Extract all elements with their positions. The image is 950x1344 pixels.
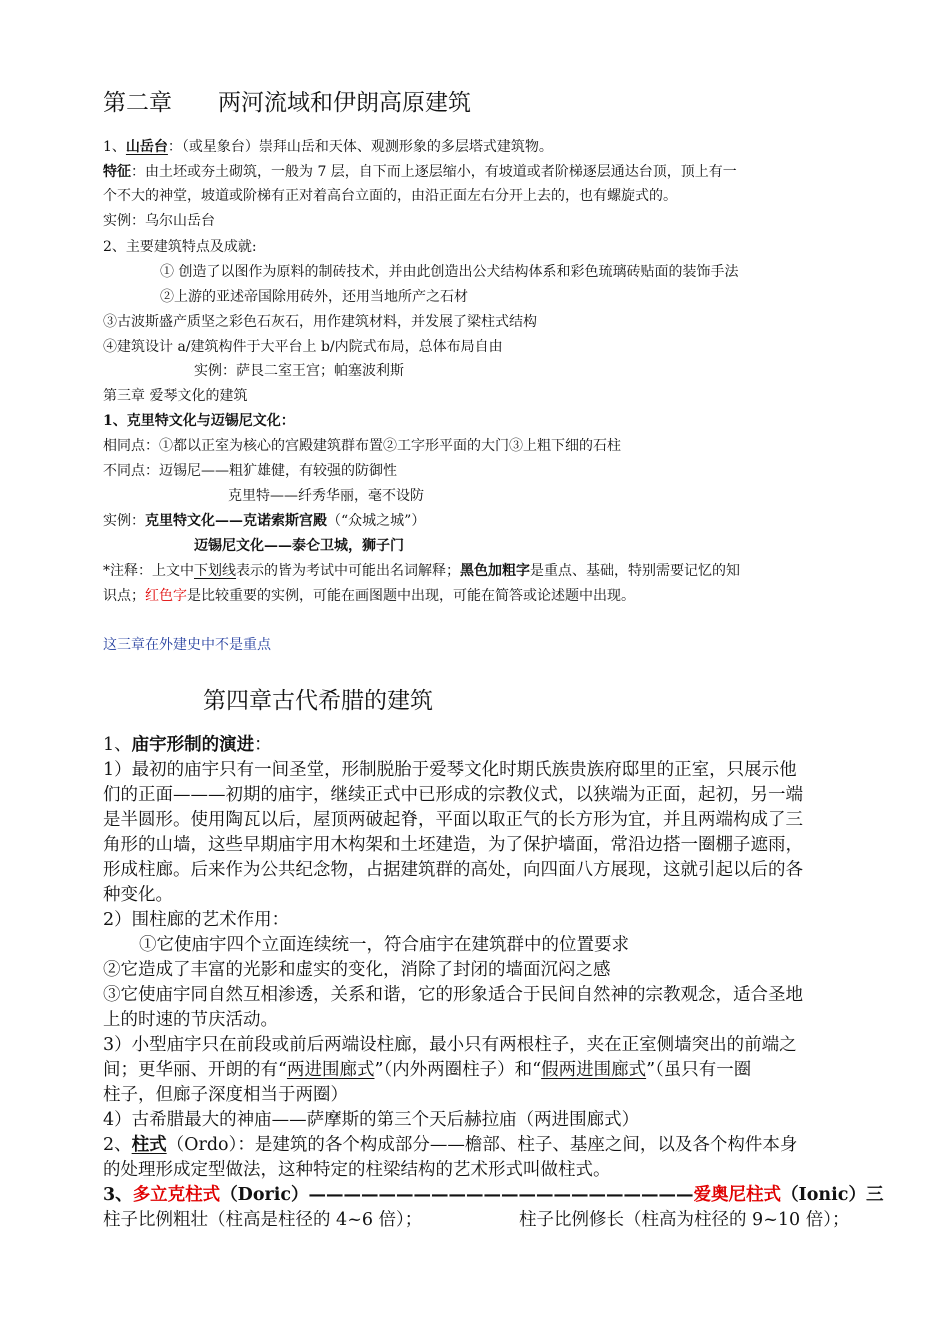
ch4-p1-line-2: 们的正面———初期的庙宇，继续正式中已形成的宗教仪式，以狭端为正面，起初，另一端 <box>103 785 803 805</box>
ch4-p2-c-line-1: ③它使庙宇同自然互相渗透，关系和谐，它的形象适合于民间自然神的宗教观念，适合圣地 <box>103 985 803 1005</box>
ch4-p3-line-2: 间；更华丽、开朗的有“两进围廊式”（内外两圈柱子）和“假两进围廊式”（虽只有一圈 <box>103 1060 752 1080</box>
ch2-point-4: ④建筑设计 a/建筑构件于大平台上 b/内院式布局，总体布局自由 <box>103 339 503 355</box>
ch4-section-3: 3、多立克柱式（Doric）——————————————————————爱奥尼柱式（Ionic）三 <box>103 1185 884 1205</box>
feature-label: 特征 <box>103 164 131 180</box>
ch2-point-4-example: 实例：萨艮二室王宫；帕塞波利斯 <box>194 363 404 379</box>
ch3-difference-2: 克里特——纤秀华丽，毫不设防 <box>228 488 424 504</box>
ch4-section-1: 1、庙宇形制的演进： <box>103 735 272 755</box>
ch4-p1-line-3: 是半圆形。使用陶瓦以后，屋顶两破起脊，平面以取正气的长方形为宜，并且两端构成了三 <box>103 810 803 830</box>
ch3-section-1: 1、克里特文化与迈锡尼文化： <box>103 413 295 429</box>
ch4-p2: 2）围柱廊的艺术作用： <box>103 910 290 930</box>
ch4-p1-line-5: 形成柱廊。后来作为公共纪念物，占据建筑群的高处，向四面八方展现，这就引起以后的各 <box>103 860 803 880</box>
ch2-section-2: 2、主要建筑特点及成就: <box>103 239 257 255</box>
ch4-p1-line-1: 1）最初的庙宇只有一间圣堂，形制脱胎于爱琴文化时期氏族贵族府邸里的正室，只展示他 <box>103 760 797 780</box>
note-line-2: 识点；红色字是比较重要的实例，可能在画图题中出现，可能在简答或论述题中出现。 <box>103 588 635 604</box>
doric-proportion: 柱子比例粗壮（柱高是柱径的 4~6 倍）； <box>103 1210 423 1230</box>
ch2-section-1: 1、山岳台：（或星象台）崇拜山岳和天体、观测形象的多层塔式建筑物。 <box>103 139 553 155</box>
term-ziggurat: 山岳台 <box>125 139 168 155</box>
ch2-point-3: ③古波斯盛产质坚之彩色石灰石，用作建筑材料，并发展了梁柱式结构 <box>103 314 537 330</box>
ionic-proportion: 柱子比例修长（柱高为柱径的 9~10 倍）； <box>519 1210 850 1230</box>
ch4-p4: 4）古希腊最大的神庙——萨摩斯的第三个天后赫拉庙（两进围廊式） <box>103 1110 640 1130</box>
ch4-p1-line-6: 种变化。 <box>103 885 173 905</box>
ch4-section-2-line-2: 的处理形成定型做法，这种特定的柱梁结构的艺术形式叫做柱式。 <box>103 1160 611 1180</box>
ch3-example-1: 实例：克里特文化——克诺索斯宫殿（“众城之城”） <box>103 513 426 529</box>
ch4-p2-a: ①它使庙宇四个立面连续统一，符合庙宇在建筑群中的位置要求 <box>139 935 629 955</box>
chapter-4-title: 第四章古代希腊的建筑 <box>203 688 433 714</box>
ch4-section-2: 2、柱式（Ordo）：是建筑的各个构成部分——檐部、柱子、基座之间，以及各个构件本身 <box>103 1135 798 1155</box>
ch4-p3-line-3: 柱子，但廊子深度相当于两圈） <box>103 1085 348 1105</box>
ch3-similarities: 相同点：①都以正室为核心的宫殿建筑群布置②工字形平面的大门③上粗下细的石柱 <box>103 438 621 454</box>
ch4-p1-line-4: 角形的山墙，这些早期庙宇用木构架和土坯建造，为了保护墙面，常沿边搭一圈棚子遮雨， <box>103 835 803 855</box>
ch4-p2-c-line-2: 上的时速的节庆活动。 <box>103 1010 278 1030</box>
ch4-p2-b: ②它造成了丰富的光影和虚实的变化，消除了封闭的墙面沉闷之感 <box>103 960 611 980</box>
ch2-feature-line-2: 个不大的神堂，坡道或阶梯有正对着高台立面的，由沿正面左右分开上去的，也有螺旋式的。 <box>103 188 677 204</box>
ch3-difference-1: 不同点：迈锡尼——粗犷雄健，有较强的防御性 <box>103 463 397 479</box>
term-order: 柱式 <box>131 1135 167 1155</box>
ch2-feature-line-1: 特征：由土坯或夯土砌筑，一般为 7 层，自下而上逐层缩小，有坡道或者阶梯逐层通达台顶，顶上有一 <box>103 164 737 180</box>
ch4-p3-line-1: 3）小型庙宇只在前段或前后两端设柱廊，最小只有两根柱子，夹在正室侧墙突出的前端之 <box>103 1035 797 1055</box>
note-line-1: *注释：上文中下划线表示的皆为考试中可能出名词解释；黑色加粗字是重点、基础，特别需要记忆的知 <box>103 563 740 579</box>
blue-note: 这三章在外建史中不是重点 <box>103 637 271 653</box>
ch2-point-2: ②上游的亚述帝国除用砖外，还用当地所产之石材 <box>160 289 468 305</box>
ch2-example: 实例：乌尔山岳台 <box>103 213 215 229</box>
ch2-point-1: ① 创造了以图作为原料的制砖技术，并由此创造出公犬结构体系和彩色琉璃砖贴面的装饰手法 <box>160 264 739 280</box>
chapter-2-title: 第二章 两河流域和伊朗高原建筑 <box>103 90 471 116</box>
chapter-3-title: 第三章 爱琴文化的建筑 <box>103 388 248 404</box>
ch3-example-2: 迈锡尼文化——泰仑卫城，狮子门 <box>194 538 404 554</box>
